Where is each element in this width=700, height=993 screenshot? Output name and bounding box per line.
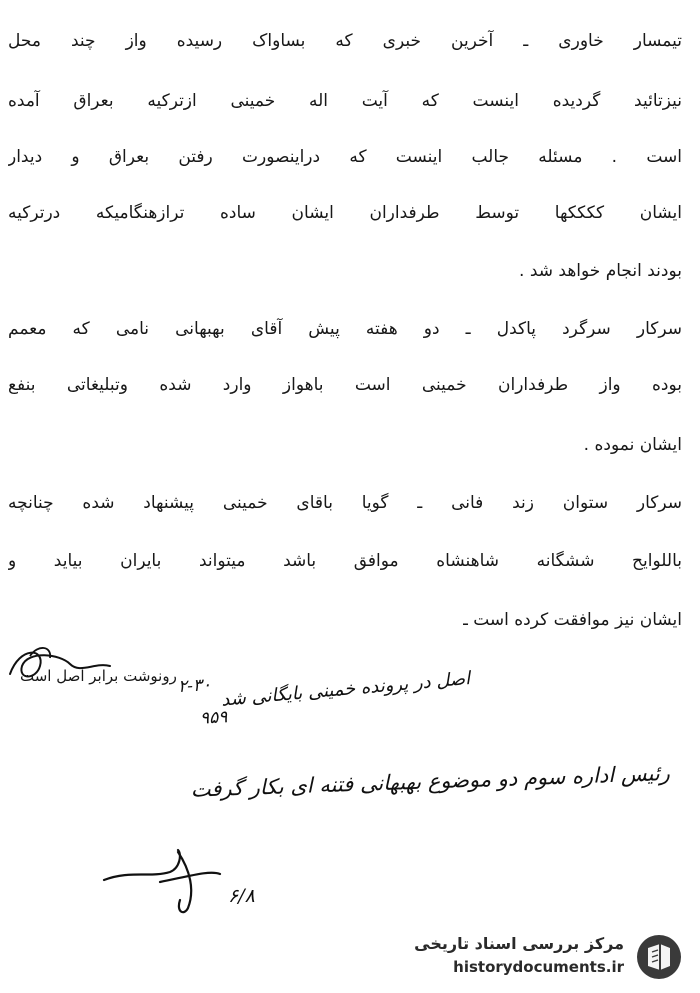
typed-line-6: سرکار سرگرد پاکدل ـ دو هفته پیش آقای بهبهانی نامی که معمم (8, 319, 682, 339)
signature-mark (100, 840, 230, 920)
handwritten-scribble (0, 636, 130, 696)
typed-line-7: بوده واز طرفداران خمینی است باهواز وارد شده وتبلیغاتی بنفع (8, 375, 682, 395)
watermark-persian-label: مرکز بررسی اسناد تاریخی (414, 934, 624, 953)
handwritten-filing-note: اصل در پرونده خمینی بایگانی شد (220, 668, 471, 711)
handwritten-directive-note: رئیس اداره سوم دو موضوع بهبهانی فتنه ای بکار گرفت (190, 761, 671, 802)
typed-line-8: ایشان نموده . (583, 435, 682, 455)
copy-certification-note: رونوشت برابر اصل است (20, 667, 177, 685)
archive-book-icon (634, 932, 684, 982)
handwritten-date: ۲-۳۰ (177, 674, 212, 698)
typed-line-2: نیزتائید گردیده اینست که آیت اله خمینی ازترکیه بعراق آمده (8, 91, 682, 111)
typed-line-10: باللوایح ششگانه شاهنشاه موافق باشد میتواند بایران بیاید و (8, 551, 682, 571)
typed-line-3: است . مسئله جالب اینست که دراینصورت رفتن بعراق و دیدار (8, 147, 682, 167)
archive-watermark (410, 928, 690, 984)
signature-initials: ۶/۸ (228, 885, 255, 907)
handwritten-year: ۹۵۹ (199, 707, 228, 729)
typed-line-4: ایشان ککککها توسط طرفداران ایشان ساده ترازهنگامیکه درترکیه (8, 203, 682, 223)
typed-line-1: تیمسار خاوری ـ آخرین خبری که بساواک رسیده واز چند محل (8, 31, 682, 51)
watermark-url: historydocuments.ir (453, 958, 624, 976)
typed-line-5: بودند انجام خواهد شد . (519, 261, 682, 281)
typed-line-11: ایشان نیز موافقت کرده است ـ (462, 610, 682, 630)
typed-line-9: سرکار ستوان زند فانی ـ گویا باقای خمینی پیشنهاد شده چنانچه (8, 493, 682, 513)
